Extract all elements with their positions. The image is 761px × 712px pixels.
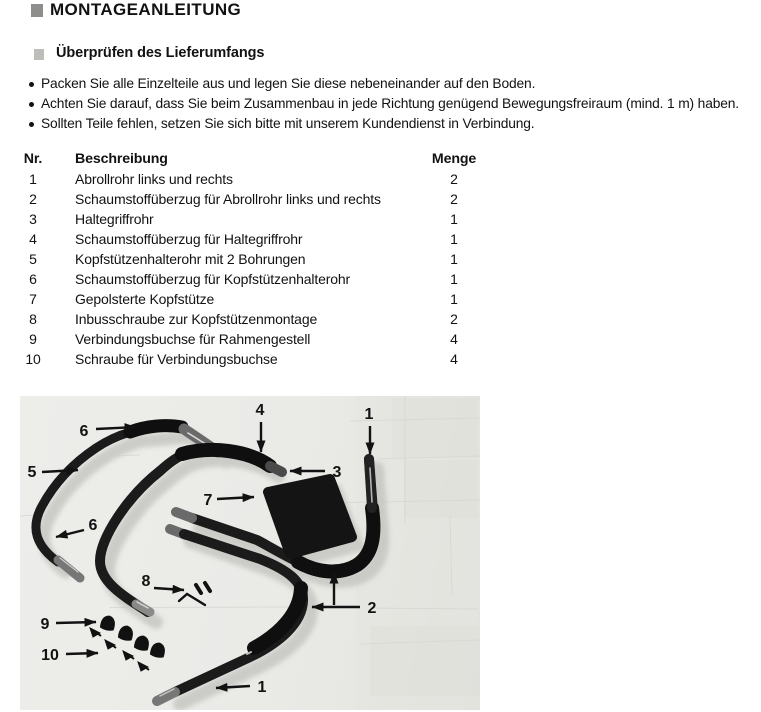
- part-nr: 2: [29, 191, 37, 207]
- instruction-list: [29, 74, 739, 134]
- part-nr: 9: [29, 331, 37, 347]
- instruction-item: [29, 74, 739, 94]
- part-nr: 7: [29, 291, 37, 307]
- part-description: Inbusschraube zur Kopfstützenmontage: [75, 311, 318, 327]
- part-qty: 1: [450, 231, 458, 247]
- table-row: [18, 309, 490, 329]
- col-header-qty: Menge: [431, 150, 477, 167]
- section-marker-icon: [31, 4, 43, 17]
- col-header-description: Beschreibung: [75, 150, 168, 167]
- foam-cover-6-top: [130, 426, 182, 432]
- callout-2: 2: [367, 600, 377, 617]
- parts-diagram: [20, 396, 480, 710]
- instruction-item: [29, 114, 739, 134]
- part-description: Haltegriffrohr: [75, 211, 154, 227]
- table-row: [18, 269, 490, 289]
- part-qty: 1: [450, 251, 458, 267]
- part-nr: 5: [29, 251, 37, 267]
- table-row: [18, 289, 490, 309]
- callout-3: 3: [332, 464, 342, 481]
- part-nr: 1: [29, 171, 37, 187]
- allen-key-icon: [179, 594, 205, 605]
- table-row: [18, 229, 490, 249]
- part-nr: 6: [29, 271, 37, 287]
- page-title: MONTAGEANLEITUNG: [50, 0, 242, 19]
- table-row: [18, 169, 490, 189]
- instruction-text: Sollten Teile fehlen, setzen Sie sich bitte mit unserem Kundendienst in Verbindung.: [41, 116, 535, 131]
- part-description: Gepolsterte Kopfstütze: [75, 291, 215, 307]
- parts-table: [18, 148, 490, 369]
- part-qty: 1: [450, 211, 458, 227]
- part-qty: 1: [450, 271, 458, 287]
- parts-diagram-svg: [20, 396, 480, 710]
- part-nr: 8: [29, 311, 37, 327]
- bullet-icon: [29, 82, 34, 87]
- callout-10: 10: [41, 647, 59, 664]
- part-qty: 4: [450, 331, 458, 347]
- part-description: Abrollrohr links und rechts: [75, 171, 233, 187]
- part-nr: 10: [25, 351, 41, 367]
- part-qty: 4: [450, 351, 458, 367]
- callout-1-top: 1: [364, 406, 374, 423]
- tube-end-3: [270, 466, 282, 472]
- bullet-icon: [29, 102, 34, 107]
- col-header-nr: Nr.: [23, 150, 43, 167]
- part-qty: 2: [450, 191, 458, 207]
- instruction-item: [29, 94, 739, 114]
- callout-9: 9: [40, 616, 50, 633]
- part-qty: 2: [450, 311, 458, 327]
- subsection-marker-icon: [34, 49, 44, 60]
- table-row: [18, 249, 490, 269]
- instruction-text: Achten Sie darauf, dass Sie beim Zusammenbau in jede Richtung genügend Bewegungsfreiraum (mind. 1 m) haben.: [41, 96, 739, 111]
- table-row: [18, 189, 490, 209]
- part-description: Kopfstützenhalterohr mit 2 Bohrungen: [75, 251, 306, 267]
- callout-6-lower: 6: [88, 517, 98, 534]
- part-description: Verbindungsbuchse für Rahmengestell: [75, 331, 311, 347]
- part-padded-headrest: [268, 479, 352, 554]
- part-description: Schaumstoffüberzug für Abrollrohr links und rechts: [75, 191, 381, 207]
- callout-7: 7: [203, 492, 213, 509]
- section-title: Überprüfen des Lieferumfangs: [56, 45, 265, 61]
- part-description: Schaumstoffüberzug für Kopfstützenhalterohr: [75, 271, 351, 287]
- table-row: [18, 209, 490, 229]
- callout-5: 5: [27, 464, 37, 481]
- table-row: [18, 329, 490, 349]
- callout-8: 8: [141, 573, 151, 590]
- parts-table-header: [18, 148, 490, 169]
- table-row: [18, 349, 490, 369]
- part-qty: 1: [450, 291, 458, 307]
- bullet-icon: [29, 122, 34, 127]
- callout-4: 4: [255, 402, 265, 419]
- callout-1-bottom: 1: [257, 679, 267, 696]
- part-description: Schraube für Verbindungsbuchse: [75, 351, 278, 367]
- part-allen-screws: [179, 583, 210, 605]
- part-description: Schaumstoffüberzug für Haltegriffrohr: [75, 231, 303, 247]
- part-nr: 3: [29, 211, 37, 227]
- tube-end-light: [176, 512, 192, 518]
- part-nr: 4: [29, 231, 37, 247]
- callout-6-top: 6: [79, 423, 89, 440]
- part-qty: 2: [450, 171, 458, 187]
- instruction-text: Packen Sie alle Einzelteile aus und legen Sie diese nebeneinander auf den Boden.: [41, 76, 536, 91]
